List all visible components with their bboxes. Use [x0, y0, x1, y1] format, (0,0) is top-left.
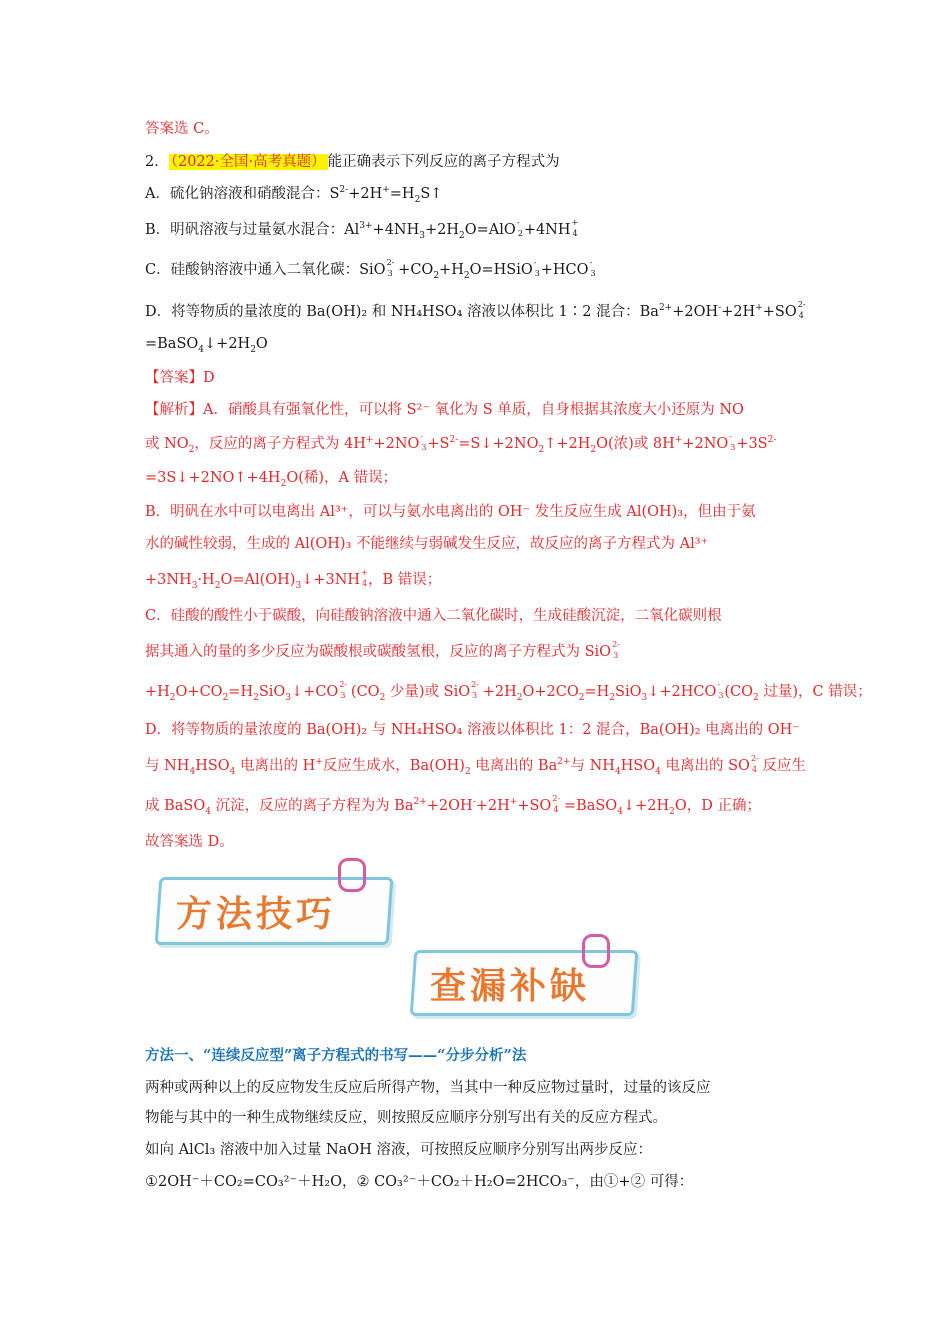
analysis-c-2: 据其通入的量的多少反应为碳酸根或碳酸氢根，反应的离子方程式为 SiO 2- 3 — [145, 640, 620, 660]
method-1-para-1: 两种或两种以上的反应物发生反应后所得产物，当其中一种反应物过量时，过量的该反应 — [145, 1080, 711, 1096]
analysis-c-3: $+H_2O+CO_2=H_2SiO_3↓+CO$ 2- 3 ($CO_2$ 少量)或 SiO 2- 3 $+2H_2O+2CO_2=H_2SiO_3↓+2HCO$ - 3 ($CO_2$ 过量)，C 错误； — [145, 680, 872, 703]
banner-fill-gaps-text: 查漏补缺 — [430, 966, 591, 1007]
analysis-c-1: C．硅酸的酸性小于碳酸，向硅酸钠溶液中通入二氧化碳时，生成硅酸沉淀，二氧化碳则根 — [145, 608, 722, 624]
method-1-para-4: ①2OH⁻＋CO₂=CO₃²⁻＋H₂O，② CO₃²⁻＋CO₂＋H₂O=2HCO₃⁻，由①+② 可得： — [145, 1174, 694, 1190]
option-b: B．明矾溶液与过量氨水混合：$Al^{3+}+4NH_3+2H_2O=AlO$ - 2 +4NH + 4 — [145, 218, 579, 241]
banner-method-tips-text: 方法技巧 — [176, 894, 337, 935]
method-1-title: 方法一、“连续反应型”离子方程式的书写——“分步分析”法 — [145, 1047, 527, 1064]
final-answer: 故答案选 D。 — [145, 834, 234, 850]
option-d: D．将等物质的量浓度的 Ba(OH)₂ 和 NH₄HSO₄ 溶液以体积比 1∶2 混合：$Ba^{2+}+2OH^-+2H^++SO$ 2- 4 — [145, 300, 806, 320]
previous-answer: 答案选 C。 — [145, 121, 219, 137]
question-number: 2． — [145, 154, 169, 170]
analysis-b-3: $+3NH_3\cdot H_2O=Al(OH)_3↓+3NH$ + 4 ，B 错误； — [145, 568, 442, 591]
option-d-cont: $=BaSO_4↓+2H_2O$ — [145, 336, 268, 355]
method-1-para-2: 物能与其中的一种生成物继续反应，则按照反应顺序分别写出有关的反应方程式。 — [145, 1110, 667, 1126]
analysis-d-2: 与 $NH_4HSO_4$ 电离出的 H+反应生成水，$Ba(OH)_2$ 电离出的 $Ba^{2+}$与 $NH_4HSO_4$ 电离出的 SO 2- 4 反应生 — [145, 754, 807, 777]
method-1-para-3: 如向 AlCl₃ 溶液中加入过量 NaOH 溶液，可按照反应顺序分别写出两步反应： — [145, 1142, 652, 1158]
question-2 — [145, 150, 560, 171]
analysis-b-2: 水的碱性较弱，生成的 Al(OH)₃ 不能继续与弱碱发生反应，故反应的离子方程式为 Al³⁺ — [145, 536, 709, 552]
analysis-a-1: 【解析】A．硝酸具有强氧化性，可以将 S²⁻ 氧化为 S 单质，自身根据其浓度大小还原为 NO — [145, 402, 744, 418]
question-source-tag: （2022·全国·高考真题） — [170, 154, 326, 170]
question-stem: 能正确表示下列反应的离子方程式为 — [327, 154, 560, 170]
analysis-d-3: 成 BaSO$_4$ 沉淀，反应的离子方程为为 $Ba^{2+}+2OH^-+2H^++SO$ 2- 4 $=BaSO_4↓+2H_2O$，D 正确； — [145, 794, 761, 817]
paperclip-icon — [338, 858, 366, 892]
analysis-a-3: $=3S↓+2NO↑+4H_2O$(稀)，A 错误； — [145, 470, 398, 489]
analysis-b-1: B．明矾在水中可以电离出 Al³⁺，可以与氨水电离出的 OH⁻ 发生反应生成 Al(OH)₃，但由于氨 — [145, 504, 756, 520]
analysis-a-2: 或 $NO_2$，反应的离子方程式为 4H++2NO - 3 $+S^{2-}=S↓+2NO_2↑+2H_2O$(浓)或 8H++2NO - 3 $+3S^{2-}$ — [145, 432, 777, 455]
analysis-d-1: D．将等物质的量浓度的 Ba(OH)₂ 与 NH₄HSO₄ 溶液以体积比 1：2 混合，Ba(OH)₂ 电离出的 OH⁻ — [145, 722, 800, 738]
option-a: A．硫化钠溶液和硝酸混合：$S^{2-}+2H^+=H_2S↑$ — [145, 185, 443, 205]
option-c: C．硅酸钠溶液中通入二氧化碳：SiO 2- 3 $+CO_2+H_2O=HSiO$ - 3 +HCO - 3 — [145, 258, 596, 281]
answer-line: 【答案】D — [145, 370, 215, 386]
